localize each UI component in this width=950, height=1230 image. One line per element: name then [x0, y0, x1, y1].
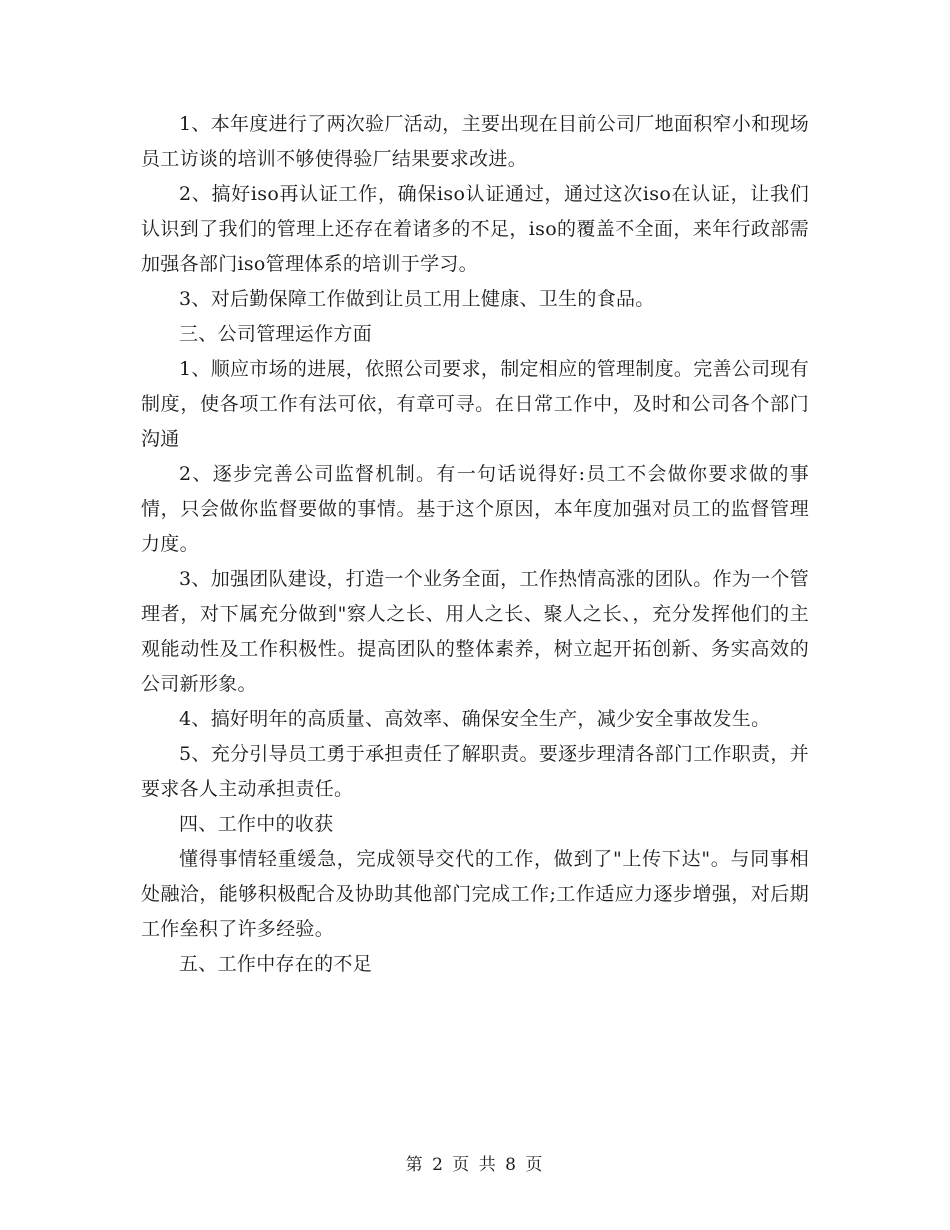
section-heading-4: 四、工作中的收获	[179, 813, 334, 835]
paragraph-5: 2、逐步完善公司监督机制。有一句话说得好:员工不会做你要求做的事情，只会做你监督要做的事情。基于这个原因，本年度加强对员工的监督管理力度。	[141, 463, 809, 555]
section-heading-3: 三、公司管理运作方面	[179, 323, 373, 345]
paragraph-1: 1、本年度进行了两次验厂活动，主要出现在目前公司厂地面积窄小和现场员工访谈的培训不够使得验厂结果要求改进。	[141, 113, 809, 170]
paragraph-4: 1、顺应市场的进展，依照公司要求，制定相应的管理制度。完善公司现有制度，使各项工作有法可依，有章可寻。在日常工作中，及时和公司各个部门沟通	[141, 358, 809, 450]
page-number-footer: 第 2 页 共 8 页	[405, 1155, 545, 1175]
paragraph-2: 2、搞好iso再认证工作，确保iso认证通过，通过这次iso在认证，让我们认识到了我们的管理上还存在着诸多的不足，iso的覆盖不全面，来年行政部需加强各部门iso管理体系的培训于学习。	[141, 183, 809, 275]
document-body	[141, 107, 809, 982]
paragraph-3: 3、对后勤保障工作做到让员工用上健康、卫生的食品。	[179, 288, 655, 310]
paragraph-8: 5、充分引导员工勇于承担责任了解职责。要逐步理清各部门工作职责，并要求各人主动承担责任。	[141, 743, 809, 800]
paragraph-7: 4、搞好明年的高质量、高效率、确保安全生产，减少安全事故发生。	[179, 708, 771, 730]
section-heading-5: 五、工作中存在的不足	[179, 953, 373, 975]
paragraph-6: 3、加强团队建设，打造一个业务全面，工作热情高涨的团队。作为一个管理者，对下属充分做到"察人之长、用人之长、聚人之长、，充分发挥他们的主观能动性及工作积极性。提高团队的整体素养，树立起开拓创新、务实高效的公司新形象。	[141, 568, 809, 695]
paragraph-9: 懂得事情轻重缓急，完成领导交代的工作，做到了"上传下达"。与同事相处融洽，能够积极配合及协助其他部门完成工作;工作适应力逐步增强，对后期工作垒积了许多经验。	[141, 848, 809, 940]
